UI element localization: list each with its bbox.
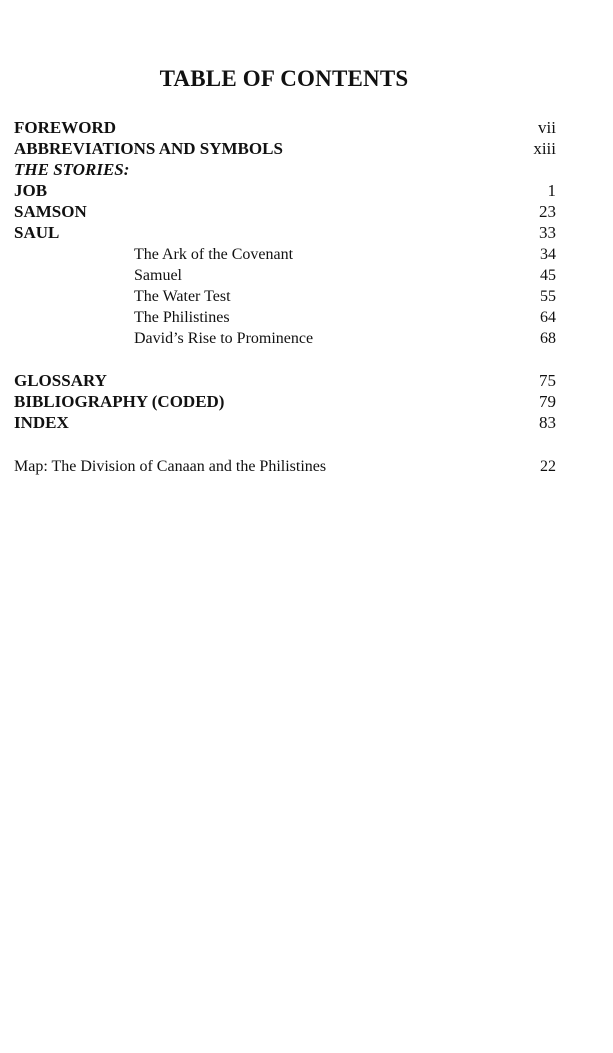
page-title: TABLE OF CONTENTS (159, 66, 409, 91)
toc-subentry-label: Samuel (134, 267, 182, 284)
toc-entry-label: BIBLIOGRAPHY (CODED) (14, 392, 225, 411)
toc-subentry-samuel (14, 265, 556, 286)
toc-subentry-label: The Philistines (134, 309, 230, 326)
toc-entry-page: 45 (540, 267, 556, 284)
toc-entry-glossary (14, 370, 556, 391)
toc-entry-page: 83 (539, 413, 556, 432)
toc-entry-samson (14, 201, 556, 222)
toc-entry-page: 64 (540, 309, 556, 326)
toc-entry-page: xiii (533, 139, 556, 158)
toc-entry-label: GLOSSARY (14, 371, 107, 390)
toc-entry-page: vii (538, 118, 556, 137)
toc-entry-page: 22 (540, 458, 556, 475)
toc-entry-page: 68 (540, 330, 556, 347)
toc-section-label: THE STORIES: (14, 160, 130, 179)
toc-entry-label: FOREWORD (14, 118, 116, 137)
toc-subentry-water-test (14, 286, 556, 307)
toc-section-stories (14, 159, 556, 180)
toc-entry-job (14, 180, 556, 201)
toc-entry-map (14, 456, 556, 477)
toc-entry-saul (14, 222, 556, 243)
toc-entry-foreword (14, 117, 556, 138)
toc-entry-page: 1 (547, 181, 556, 200)
toc-subentry-davids-rise (14, 328, 556, 349)
toc-entry-label: Map: The Division of Canaan and the Philistines (14, 458, 327, 475)
toc-entry-bibliography (14, 391, 556, 412)
toc-entry-label: SAMSON (14, 202, 87, 221)
toc-entry-page: 34 (540, 246, 556, 263)
toc-entry-page: 75 (539, 371, 556, 390)
toc-subentry-philistines (14, 307, 556, 328)
toc-subentry-label: David’s Rise to Prominence (134, 330, 314, 347)
toc-subentry-label: The Ark of the Covenant (134, 246, 294, 263)
toc-entry-label: JOB (14, 181, 48, 200)
toc-entry-page: 23 (539, 202, 556, 221)
toc-entry-label: ABBREVIATIONS AND SYMBOLS (14, 139, 283, 158)
toc-subentry-ark (14, 244, 556, 265)
toc-entry-label: INDEX (14, 413, 69, 432)
toc-entry-page: 55 (540, 288, 556, 305)
toc-entry-page: 33 (539, 223, 556, 242)
toc-entry-page: 79 (539, 392, 556, 411)
toc-entry-label: SAUL (14, 223, 60, 242)
toc-entry-abbreviations (14, 138, 556, 159)
toc-entry-index (14, 412, 556, 433)
toc-subentry-label: The Water Test (134, 288, 231, 305)
